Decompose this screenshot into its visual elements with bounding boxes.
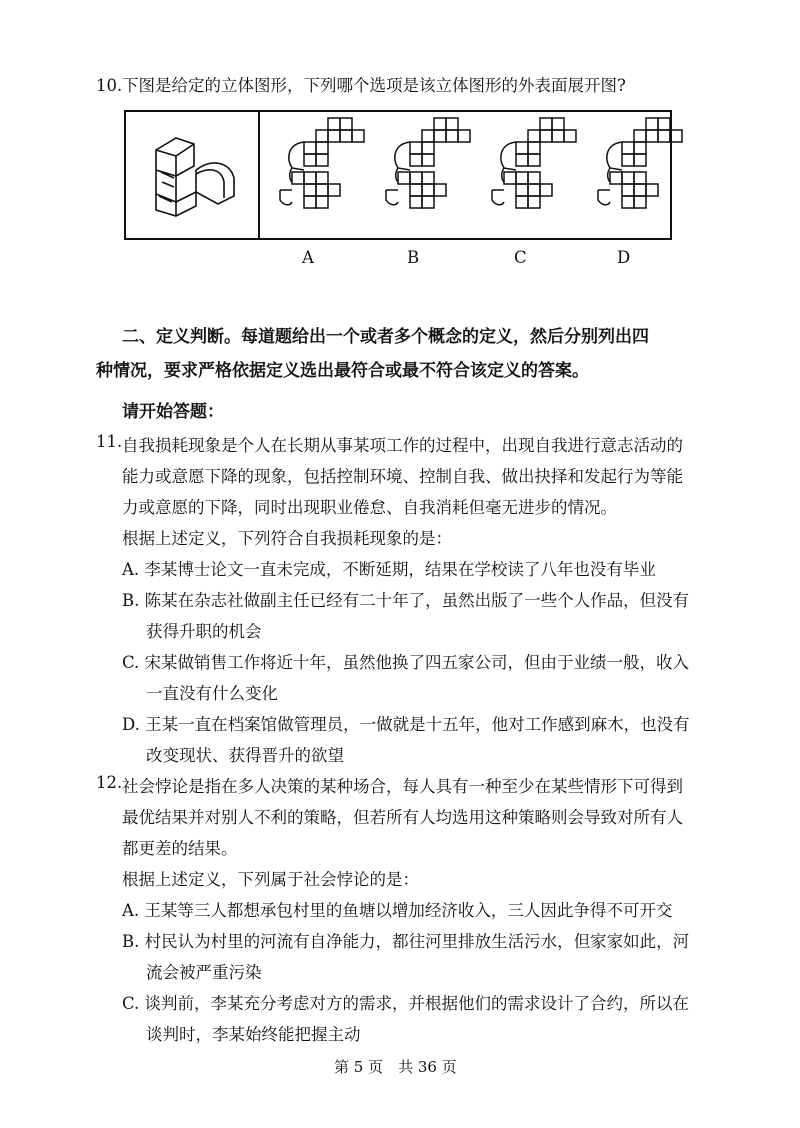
given-solid-figure [126, 112, 258, 238]
question-text: 下图是给定的立体图形，下列哪个选项是该立体图形的外表面展开图? [122, 76, 626, 95]
net-option-a [280, 118, 364, 208]
q12-option-b-line-1: B. 村民认为村里的河流有自净能力，都往河里排放生活污水，但家家如此，河 [122, 932, 690, 951]
q11-option-c-line-2: 一直没有什么变化 [146, 684, 278, 703]
question-12-number: 12. [96, 773, 123, 792]
q11-option-d-line-1: D. 王某一直在档案馆做管理员，一做就是十五年，他对工作感到麻木，也没有 [122, 715, 690, 734]
q11-option-a: A. 李某博士论文一直未完成，不断延期，结果在学校读了八年也没有毕业 [122, 560, 656, 579]
q11-definition-line-3: 力或意愿的下降，同时出现职业倦怠、自我消耗但毫无进步的情况。 [122, 498, 617, 517]
option-a-label: A [302, 248, 314, 267]
section-heading-line-1: 二、定义判断。每道题给出一个或者多个概念的定义，然后分别列出四 [122, 327, 649, 347]
section-start-prompt: 请开始答题： [122, 402, 224, 422]
question-11-number: 11. [96, 432, 123, 451]
q12-definition-line-2: 最优结果并对别人不利的策略，但若所有人均选用这种策略则会导致对所有人 [122, 808, 683, 827]
option-c-label: C [514, 248, 527, 267]
q12-definition-line-3: 都更差的结果。 [122, 839, 238, 858]
page-footer: 第 5 页 共 36 页 [334, 1058, 457, 1076]
net-option-d [598, 118, 682, 208]
q11-option-c-line-1: C. 宋某做销售工作将近十年，虽然他换了四五家公司，但由于业绩一般，收入 [122, 653, 690, 672]
net-option-c [492, 118, 576, 208]
q11-definition-line-1: 自我损耗现象是个人在长期从事某项工作的过程中，出现自我进行意志活动的 [122, 436, 683, 455]
option-d-label: D [617, 248, 631, 267]
q12-option-c-line-2: 谈判时，李某始终能把握主动 [146, 1025, 361, 1044]
q11-option-d-line-2: 改变现状、获得晋升的欲望 [146, 746, 344, 765]
question-10 [96, 72, 626, 96]
section-heading-line-2: 种情况，要求严格依据定义选出最符合或最不符合该定义的答案。 [96, 361, 589, 381]
q12-prompt: 根据上述定义，下列属于社会悖论的是： [122, 870, 419, 889]
option-nets [260, 112, 676, 238]
q11-option-b-line-1: B. 陈某在杂志社做副主任已经有二十年了，虽然出版了一些个人作品，但没有 [122, 591, 690, 610]
q12-option-c-line-1: C. 谈判前，李某充分考虑对方的需求，并根据他们的需求设计了合约，所以在 [122, 994, 690, 1013]
q11-definition-line-2: 能力或意愿下降的现象，包括控制环境、控制自我、做出抉择和发起行为等能 [122, 467, 683, 486]
net-option-b [386, 118, 470, 208]
q11-option-b-line-2: 获得升职的机会 [146, 622, 262, 641]
q11-prompt: 根据上述定义，下列符合自我损耗现象的是： [122, 529, 452, 548]
q12-definition-line-1: 社会悖论是指在多人决策的某种场合，每人具有一种至少在某些情形下可得到 [122, 777, 683, 796]
option-b-label: B [407, 248, 420, 267]
question-10-figure [124, 110, 672, 240]
question-number: 10. [96, 76, 123, 95]
q12-option-a: A. 王某等三人都想承包村里的鱼塘以增加经济收入，三人因此争得不可开交 [122, 901, 673, 920]
q12-option-b-line-2: 流会被严重污染 [146, 963, 262, 982]
